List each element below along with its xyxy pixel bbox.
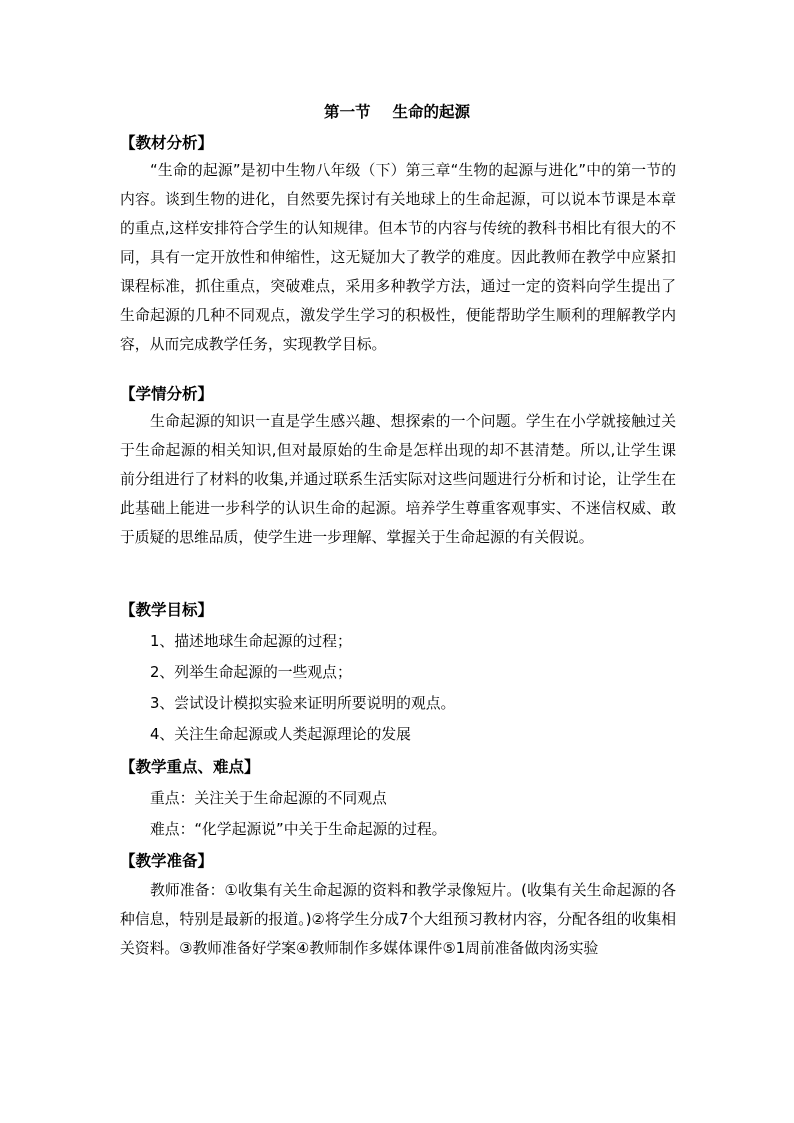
heading-student-analysis: 【学情分析】 (120, 385, 214, 403)
paragraph-student-analysis: 生命起源的知识一直是学生感兴趣、想探索的一个问题。学生在小学就接触过关于生命起源的相关知识,但对最原始的生命是怎样出现的却不甚清楚。所以,让学生课前分组进行了材料的收集,并通过联系生活实际对这些问题进行分析和讨论，让学生在此基础上能进一步科学的认识生命的起源。培养学生尊重客观事实、不迷信权威、敢于质疑的思维品质，使学生进一步理解、掌握关于生命起源的有关假说。 (120, 413, 676, 546)
difficulty-item: 难点：“化学起源说”中关于生命起源的过程。 (150, 821, 447, 838)
lesson-title (0, 100, 794, 124)
goal-item: 2、列举生命起源的一些观点； (150, 664, 352, 681)
goal-item: 4、关注生命起源或人类起源理论的发展 (150, 726, 411, 743)
lesson-name: 生命的起源 (392, 103, 471, 121)
paragraph-teaching-preparation: 教师准备：①收集有关生命起源的资料和教学录像短片。(收集有关生命起源的各种信息，特别是最新的报道。)②将学生分成7个大组预习教材内容，分配各组的收集相关资料。③教师准备好学案④教师制作多媒体课件⑤1周前准备做肉汤实验 (120, 882, 676, 957)
heading-key-points: 【教学重点、难点】 (120, 758, 260, 776)
heading-teaching-preparation: 【教学准备】 (120, 852, 214, 870)
lesson-number: 第一节 (323, 103, 371, 121)
goal-item: 1、描述地球生命起源的过程； (150, 633, 352, 650)
key-point-item: 重点：关注关于生命起源的不同观点 (150, 790, 387, 807)
paragraph-textbook-analysis: “生命的起源”是初中生物八年级（下）第三章“生物的起源与进化”中的第一节的内容。谈到生物的进化，自然要先探讨有关地球上的生命起源，可以说本节课是本章的重点,这样安排符合学生的认知规律。但本节的内容与传统的教科书相比有很大的不同，具有一定开放性和伸缩性，这无疑加大了教学的难度。因此教师在教学中应紧扣课程标准，抓住重点，突破难点，采用多种教学方法，通过一定的资料向学生提出了生命起源的几种不同观点，激发学生学习的积极性，便能帮助学生顺利的理解教学内容，从而完成教学任务，实现教学目标。 (120, 162, 676, 353)
goal-item: 3、尝试设计模拟实验来证明所要说明的观点。 (150, 695, 456, 712)
heading-teaching-goals: 【教学目标】 (120, 601, 214, 619)
heading-textbook-analysis: 【教材分析】 (120, 134, 214, 152)
